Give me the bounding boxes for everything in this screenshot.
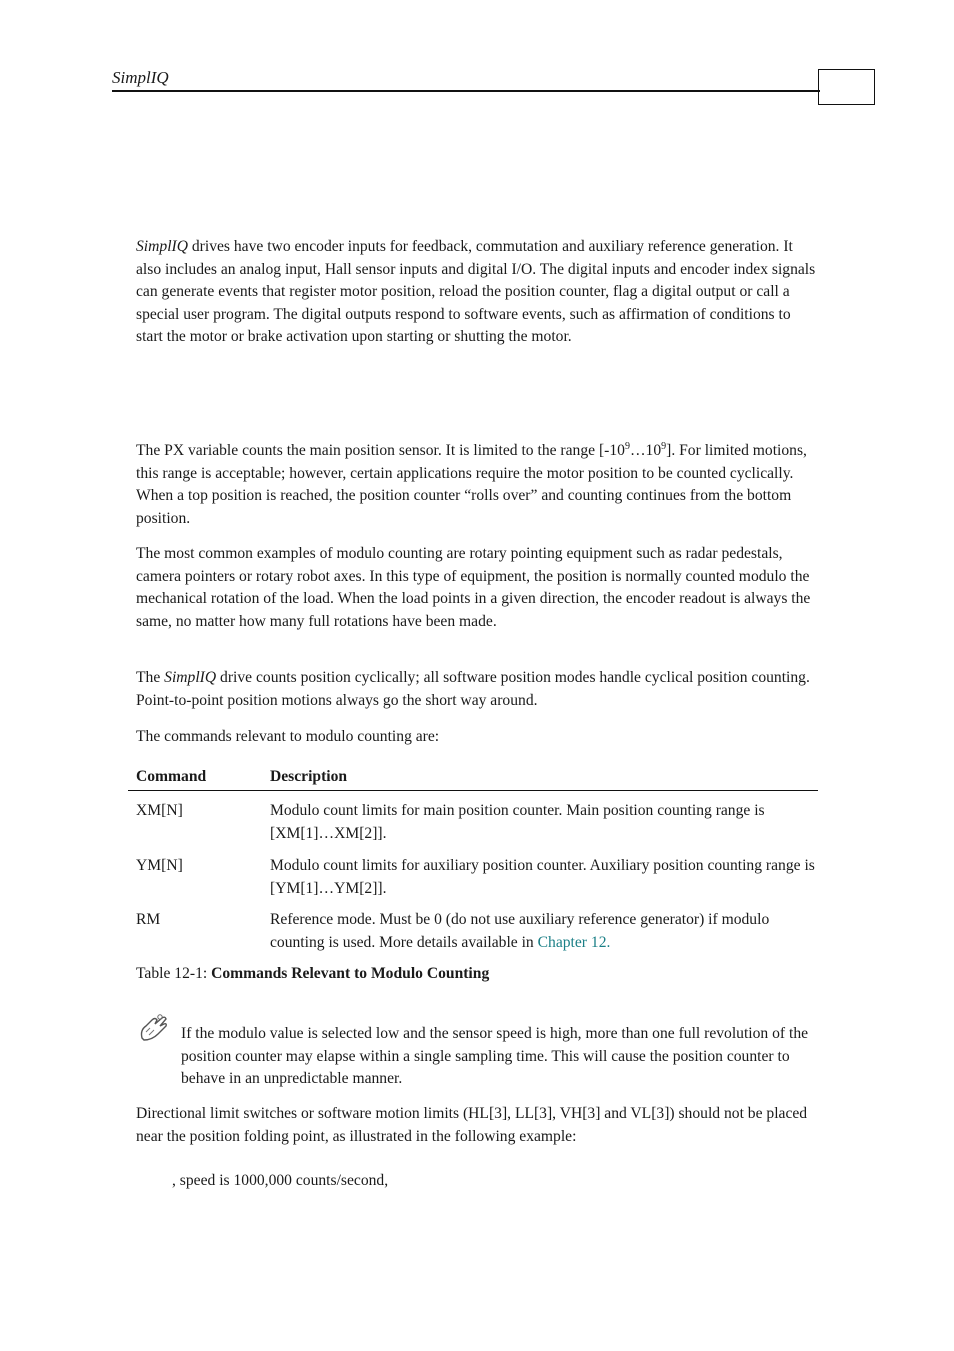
header-brand: SimplIQ: [112, 68, 169, 87]
commands-intro: The commands relevant to modulo counting are:: [136, 728, 440, 745]
example-line: , speed is 1000,000 counts/second,: [172, 1172, 389, 1189]
intro-paragraph: [136, 236, 820, 349]
px-text-b: …10: [629, 442, 662, 459]
px-paragraph: [136, 440, 820, 530]
cyclic-brand: SimplIQ: [164, 669, 217, 686]
caption-prefix: Table 12-1:: [136, 965, 212, 982]
caption-title: Commands Relevant to Modulo Counting: [211, 965, 490, 982]
table-header: [128, 768, 818, 791]
row-command: RM: [136, 911, 161, 928]
chapter-link[interactable]: Chapter 12.: [537, 933, 611, 951]
row-description: Modulo count limits for auxiliary position counter. Auxiliary position counting range is [YM[1]…YM[2]].: [270, 857, 815, 897]
limits-paragraph: Directional limit switches or software motion limits (HL[3], LL[3], VH[3] and VL[3]) should not be placed near the position folding point, as illustrated in the following example:: [136, 1105, 808, 1145]
cyclic-post: drive counts position cyclically; all software position modes handle cyclical position counting. Point-to-point position motions always go the short way around.: [136, 669, 810, 709]
px-exp1: 9: [624, 441, 630, 452]
row-command: YM[N]: [136, 857, 183, 874]
row-command: XM[N]: [136, 802, 183, 819]
header-rule: [112, 90, 820, 92]
note-hand-icon: [136, 1012, 170, 1044]
row-description: Reference mode. Must be 0 (do not use auxiliary reference generator) if modulo counting is used. More details available in: [270, 911, 770, 951]
page-number-box: [818, 69, 875, 105]
col-command-header: Command: [136, 768, 207, 785]
row-description: Modulo count limits for main position counter. Main position counting range is [XM[1]…XM[2]].: [270, 802, 765, 842]
intro-text: drives have two encoder inputs for feedback, commutation and auxiliary reference generation. It also includes an analog input, Hall sensor inputs and digital I/O. The digital inputs and encoder index signals can generate events that register motor position, reload the position counter, flag a digital output or call a special user program. The digital outputs respond to software events, such as affirmation of conditions to start the motor or brake activation upon starting or shutting the motor.: [136, 238, 816, 346]
modulo-examples-paragraph: The most common examples of modulo counting are rotary pointing equipment such as radar pedestals, camera pointers or rotary robot axes. In this type of equipment, the position is normally counted modulo the mechanical rotation of the load. When the load points in a given direction, the encoder readout is always the same, no matter how many full rotations have been made.: [136, 545, 811, 630]
intro-brand: SimplIQ: [136, 238, 188, 255]
px-exp2: 9: [661, 441, 667, 452]
table-caption: [136, 965, 489, 983]
px-text-a: The PX variable counts the main position sensor. It is limited to the range [-10: [136, 442, 625, 459]
note-text: If the modulo value is selected low and the sensor speed is high, more than one full revolution of the position counter may elapse within a single sampling time. This will cause the position counter to behave in an unpredictable manner.: [181, 1025, 809, 1088]
cyclic-pre: The: [136, 669, 165, 686]
row-description-wrap: [270, 909, 818, 954]
px-text-c: ]. For limited motions, this range is acceptable; however, certain applications require the motor position to be counted cyclically. When a top position is reached, the position counter “rolls over” and counting continues from the bottom position.: [136, 442, 807, 527]
cyclic-paragraph: [136, 667, 820, 712]
col-description-header: Description: [270, 768, 348, 785]
